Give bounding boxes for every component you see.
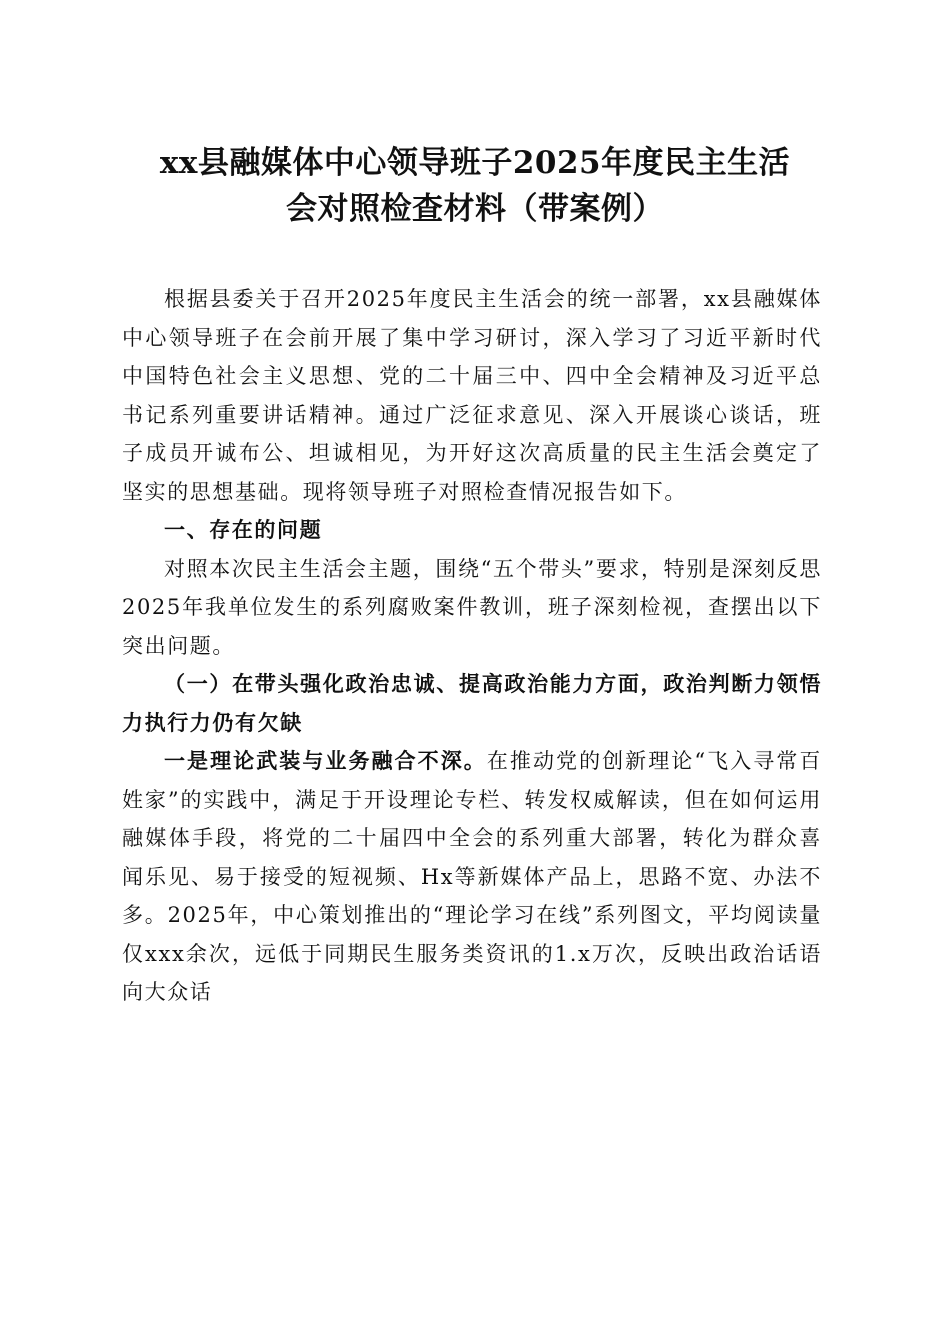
- document-body: [122, 280, 822, 1012]
- title-line-1: xx县融媒体中心领导班子2025年度民主生活: [159, 145, 791, 181]
- point-paragraph-1: [122, 742, 822, 1012]
- document-title: [100, 140, 850, 232]
- point-lead-1: 一是理论武装与业务融合不深。: [164, 748, 487, 773]
- subsection-heading-political: （一）在带头强化政治忠诚、提高政治能力方面，政治判断力领悟力执行力仍有欠缺: [122, 671, 822, 735]
- intro-paragraph: 根据县委关于召开2025年度民主生活会的统一部署，xx县融媒体中心领导班子在会前开展了集中学习研讨，深入学习了习近平新时代中国特色社会主义思想、党的二十届三中、四中全会精神及习近平总书记系列重要讲话精神。通过广泛征求意见、深入开展谈心谈话，班子成员开诚布公、坦诚相见，为开好这次高质量的民主生活会奠定了坚实的思想基础。现将领导班子对照检查情况报告如下。: [122, 287, 822, 504]
- section-intro-paragraph: 对照本次民主生活会主题，围绕“五个带头”要求，特别是深刻反思2025年我单位发生的系列腐败案件教训，班子深刻检视，查摆出以下突出问题。: [122, 556, 822, 658]
- section-heading-problems: 一、存在的问题: [164, 518, 323, 542]
- title-line-2: 会对照检查材料（带案例）: [286, 191, 664, 227]
- point-text-1: 在推动党的创新理论“飞入寻常百姓家”的实践中，满足于开设理论专栏、转发权威解读，但在如何运用融媒体手段，将党的二十届四中全会的系列重大部署，转化为群众喜闻乐见、易于接受的短视频、Hx等新媒体产品上，思路不宽、办法不多。2025年，中心策划推出的“理论学习在线”系列图文，平均阅读量仅xxx余次，远低于同期民生服务类资讯的1.x万次，反映出政治话语向大众话: [122, 749, 822, 1004]
